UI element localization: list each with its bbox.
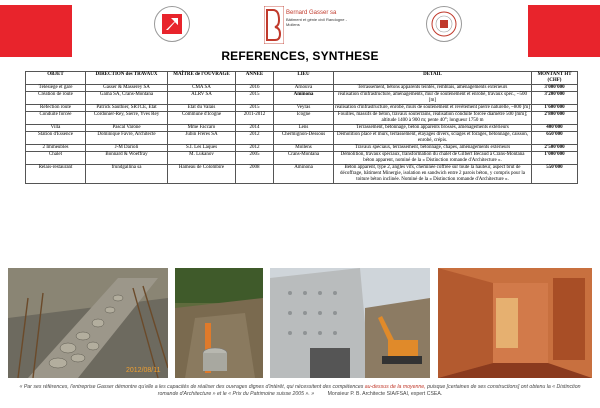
cell-montant: 2'800'000 [532,112,578,125]
cell-montant: 1'000'000 [532,152,578,165]
quote-text-part1: « Par ses références, l'entreprise Gasser démontre qu'elle a les capacités de réaliser des ouvrages dignes d'intérêt, qui nécessitent des compétences [19,384,365,390]
cell-montant: 400'000 [532,125,578,132]
cell-lieu: Aminona [274,92,334,105]
table-row [26,152,578,165]
cell-objet: Chalet [26,152,86,165]
col-header-annee: ANNEE [236,72,274,85]
cell-direction: J-M Darioli [86,145,168,152]
cell-maitre: CMA SA [168,85,236,92]
cell-annee: 2016 [236,85,274,92]
cell-lieu: Chermignon-Dessous [274,132,334,145]
photo-interior [438,268,592,378]
cell-maitre: Etat du Valais [168,105,236,112]
company-logo [264,6,352,44]
cell-direction: Dominique Favre, Architecte [86,132,168,145]
cell-maitre: S.I. Les Laques [168,145,236,152]
cell-direction: Patrick Sauthier, SRTCE, Etat [86,105,168,112]
photo-strip [8,268,592,378]
cell-objet: Conduite forcée [26,112,86,125]
page-title: REFERENCES, SYNTHESE [221,49,379,63]
table-row [26,132,578,145]
cell-annee: 2012 [236,145,274,152]
cell-objet: Création de route [26,92,86,105]
cell-direction: Bonnard & Woeffray [86,152,168,165]
cell-maitre: M. Lukanov [168,152,236,165]
cell-annee: 2014 [236,125,274,132]
quality-seal [426,6,462,42]
cell-detail: Fouilles, massifs de béton, travaux souterrains, réalisation conduite forcée diamètre 500 [mm]; altitude 1400 à 900 m; pente 40°; longueur 1750 m [334,112,532,125]
quote-signature: Monsieur P. B. Architecte SIA/FSAI, expert CSEA. [327,391,443,397]
references-table [25,71,578,184]
table-header-row [26,72,578,85]
cell-annee: 2012 [236,132,274,145]
quote-highlight: au-dessus de la moyenne, [364,384,426,390]
cell-detail: réalisation d'infrastructure, enrobé, murs de soutènement et revêtement pierre naturelle, ~800 [m] [335,105,530,110]
cell-detail: Démolition place et murs, terrassement, étayages divers, sciages et forages, bétonnage, caisson, enrobé, crépis. [334,132,532,145]
cell-annee: 2011-2012 [236,112,274,125]
cell-annee: 2015 [236,105,274,112]
cell-annee: 2005 [236,152,274,165]
cell-direction: Gama SA, Crans-Montana [86,92,168,105]
table-row [26,112,578,125]
bg-logo-icon [264,6,284,44]
photo-concrete-wall [270,268,430,378]
cell-lieu: Veyras [274,105,334,112]
table-row [26,85,578,92]
photo-stone-wall [8,268,168,378]
cell-montant: 3'000'000 [532,85,578,92]
seal-icon [430,10,458,38]
cell-montant: 550'000 [532,165,578,184]
cell-objet: 2 Immeubles [26,145,86,152]
cell-lieu: Mollens [274,145,334,152]
cell-detail: Terrassement, bétons apparents teintés, remblais, aménagements extérieurs [334,85,532,92]
photo-trench-pipe [175,268,263,378]
table-row [26,105,578,112]
cell-montant: 2'500'000 [532,145,578,152]
cell-montant: 1'600'000 [532,105,578,112]
cell-maitre: ALRV SA [168,92,236,105]
cell-lieu: Lens [274,125,334,132]
cell-objet: Relais-restaurant [26,165,86,184]
col-header-direction: DIRECTION des TRAVAUX [86,72,168,85]
company-subtitle: Bâtiment et génie civil Randogne - Mollens [286,17,347,27]
cell-direction: Cordonier-Rey, Sierre, Yves Rey [86,112,168,125]
cell-detail: réalisation d'infrastructure, aménagements, mur de soutènement et enrobé, travaux spéc., ~500 [m] [334,92,532,105]
cell-montant: 650'000 [532,132,578,145]
cell-objet: Villa [26,125,86,132]
cell-lieu: Crans-Montana [274,152,334,165]
col-header-lieu: LIEU [274,72,334,85]
cell-annee: 2008 [236,165,274,184]
col-header-montant: MONTANT HT (CHF) [532,72,578,85]
cell-annee: 2015 [236,92,274,105]
table-row [26,92,578,105]
cell-detail: Terrassement, bétonnage, béton apparents brossés, aménagements extérieurs [334,125,532,132]
cell-objet: Télésiège et gare [26,85,86,92]
cell-maitre: Commune d'Icogne [168,112,236,125]
photo-date-caption: 2012/08/11 [126,367,161,374]
quote-text-part2: puisque [certaines de ses constructions] ont obtenu la « Distinction romande d'Architecture » et le « Prix du Patrimoine suisse 2005 ». » [157,384,581,397]
cell-lieu: Icogne [274,112,334,125]
cell-maitre: Hameau de Colombire [168,165,236,184]
table-row [26,125,578,132]
cell-maitre: Jubin Frères SA [168,132,236,145]
footer-quote [10,384,590,398]
table-row [26,145,578,152]
cell-detail: Béton apparent, type 2, angles vifs, cheminée coffrée sur toute la hauteur, aspect brut de décoffrage, bâtiment Minergie, isolation en sandwich entre 2 parois béton, y compris pour la toiture béton inclinée. Nominé de la « Distinction romande d'Architecture ». [334,165,532,184]
cell-direction: frundgallina sa [86,165,168,184]
table-row [26,165,578,184]
cell-lieu: Arnouva [274,85,334,92]
cell-maitre: Mme Faccaro [168,125,236,132]
col-header-objet: OBJET [26,72,86,85]
cell-lieu: Aminona [274,165,334,184]
cell-objet: Station d'Essence [26,132,86,145]
arrow-logo [154,6,190,42]
cell-direction: Gasser & Masserey SA [86,85,168,92]
company-name: Bernard Gasser sa [286,10,337,16]
cell-detail: Démolition, travaux spéciaux, transformation du chalet de Gilbert Bécaud à Crans-Montana béton apparent, nominé de la « Distinction romande d'Architecture ». [334,152,532,165]
cell-montant: 3'200'000 [532,92,578,105]
arrow-up-icon [159,11,185,37]
cell-detail: Travaux spéciaux, terrassement, bétonnage, chapes, aménagements extérieurs [334,145,532,152]
col-header-detail: DETAIL [334,72,532,85]
cell-objet: Réfection route [26,105,86,112]
cell-direction: Pascal Varone [86,125,168,132]
col-header-maitre: MAÎTRE de l'OUVRAGE [168,72,236,85]
